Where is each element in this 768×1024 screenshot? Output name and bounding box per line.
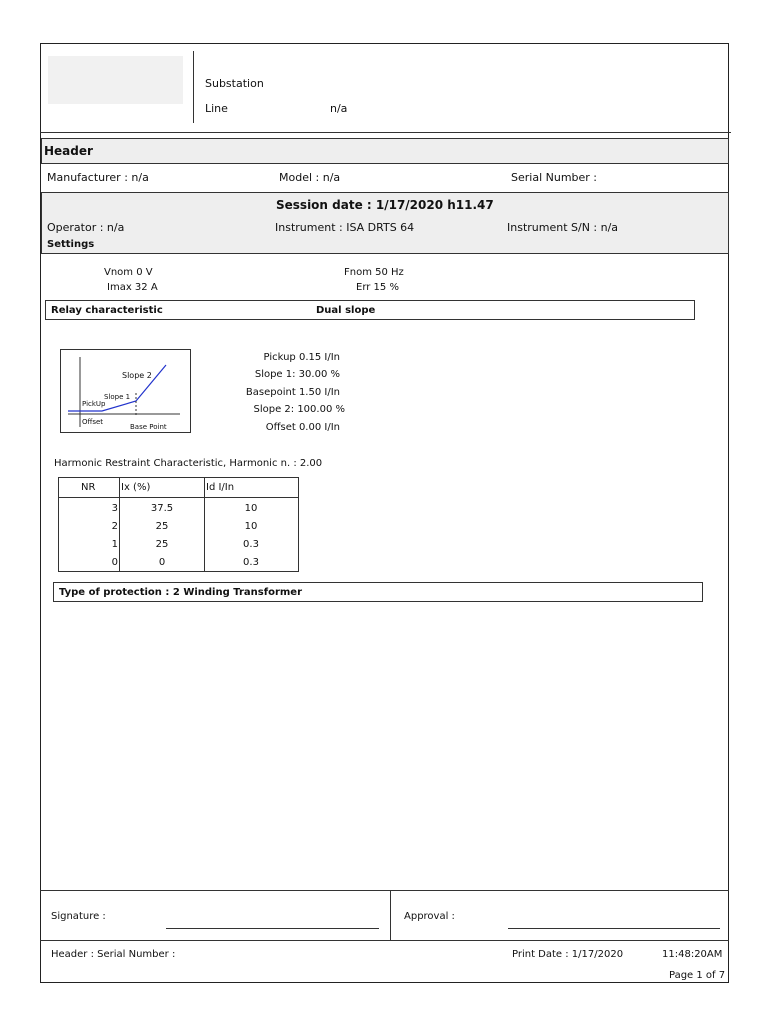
line-label: Line	[205, 102, 228, 115]
vnom-value: Vnom 0 V	[104, 267, 153, 278]
table-row-nr: 1	[111, 539, 118, 550]
substation-label: Substation	[205, 77, 264, 90]
operator-field: Operator : n/a	[47, 221, 125, 234]
table-row-ix: 0	[158, 557, 166, 568]
table-row-id: 0.3	[243, 539, 259, 550]
diagram-label-slope1: Slope 1	[104, 393, 131, 401]
footer-print-date: Print Date : 1/17/2020	[512, 949, 624, 960]
harmonic-title: Harmonic Restraint Characteristic, Harmonic n. : 2.00	[54, 458, 323, 469]
basepoint-param: Basepoint 1.50 I/In	[245, 387, 340, 398]
instrument-sn-field: Instrument S/N : n/a	[507, 221, 619, 234]
line-value: n/a	[330, 102, 348, 115]
model-field: Model : n/a	[279, 171, 341, 184]
slope1-param: Slope 1: 30.00 %	[254, 369, 340, 380]
manufacturer-field: Manufacturer : n/a	[47, 171, 149, 184]
signature-line[interactable]	[166, 928, 379, 929]
dual-slope-diagram	[60, 349, 191, 433]
table-row-ix: 25	[155, 539, 169, 550]
table-row-ix: 25	[155, 521, 169, 532]
signature-label: Signature :	[51, 911, 106, 922]
settings-label: Settings	[47, 239, 95, 250]
header-section-title: Header	[44, 144, 93, 158]
approval-line[interactable]	[508, 928, 720, 929]
relay-characteristic-label: Relay characteristic	[51, 305, 163, 316]
top-rule	[40, 132, 731, 133]
table-row-nr: 0	[111, 557, 118, 568]
harmonic-header-ix: Ix (%)	[121, 482, 151, 493]
fnom-value: Fnom 50 Hz	[344, 267, 404, 278]
footer-page-number: Page 1 of 7	[669, 970, 726, 981]
diagram-label-pickup: PickUp	[82, 400, 106, 408]
table-row-nr: 3	[111, 503, 118, 514]
signature-divider	[390, 890, 391, 940]
harmonic-header-nr: NR	[81, 482, 96, 493]
slope2-param: Slope 2: 100.00 %	[253, 404, 345, 415]
diagram-label-offset: Offset	[82, 418, 104, 426]
table-row-id: 10	[244, 521, 258, 532]
harmonic-header-id: Id I/In	[206, 482, 235, 493]
err-value: Err 15 %	[356, 282, 399, 293]
approval-label: Approval :	[404, 911, 455, 922]
company-logo-placeholder	[48, 56, 183, 104]
table-row-id: 10	[244, 503, 258, 514]
table-row-ix: 37.5	[150, 503, 174, 514]
protection-type: Type of protection : 2 Winding Transformer	[59, 587, 303, 598]
footer-header-serial: Header : Serial Number :	[51, 949, 176, 960]
footer-print-time: 11:48:20AM	[662, 949, 723, 960]
footer-top-rule	[40, 940, 729, 941]
header-divider	[193, 51, 194, 123]
table-row-id: 0.3	[243, 557, 259, 568]
instrument-field: Instrument : ISA DRTS 64	[275, 221, 415, 234]
signature-top-rule	[40, 890, 729, 891]
relay-characteristic-value: Dual slope	[316, 305, 376, 316]
diagram-label-basepoint: Base Point	[130, 423, 167, 431]
table-row-nr: 2	[111, 521, 118, 532]
diagram-label-slope2: Slope 2	[122, 371, 152, 380]
imax-value: Imax 32 A	[107, 282, 158, 293]
pickup-param: Pickup 0.15 I/In	[263, 352, 340, 363]
offset-param: Offset 0.00 I/In	[265, 422, 340, 433]
header-section-bar	[41, 138, 729, 164]
serial-number-field: Serial Number :	[511, 171, 598, 184]
session-date: Session date : 1/17/2020 h11.47	[276, 198, 494, 212]
